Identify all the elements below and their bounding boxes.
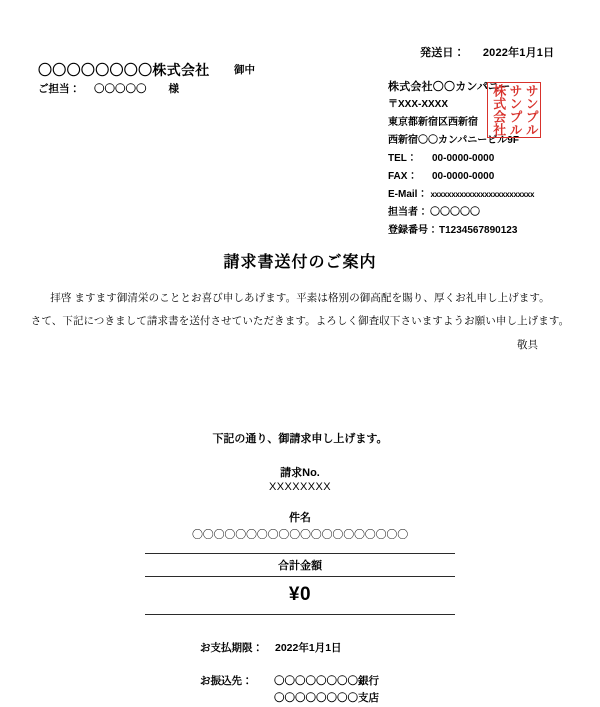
issue-date-value: 2022年1月1日 [482,47,555,59]
issue-date-label: 発送日： [420,47,465,59]
sender-tel [388,150,588,168]
payment-due-label: お支払期限： [200,642,263,654]
sender-fax-label: FAX： [388,171,418,182]
recipient-company-name: 〇〇〇〇〇〇〇〇株式会社 [38,62,210,78]
closing-salutation: 敬具 [517,339,538,351]
recipient-contact [38,81,179,96]
total-amount-section [145,553,455,615]
document-title: 請求書送付のご案内 [223,254,377,271]
sender-email-label: E-Mail： [388,189,428,200]
sender-email-value: xxxxxxxxxxxxxxxxxxxxxxxxx [430,190,535,199]
sender-registration-label: 登録番号： [388,225,438,236]
sender-tel-label: TEL： [388,153,417,164]
subject-label: 件名 [289,512,311,524]
subject-value: 〇〇〇〇〇〇〇〇〇〇〇〇〇〇〇〇〇〇〇〇 [192,529,408,541]
greeting-paragraph-1: 拝啓 ますます御清栄のこととお喜び申しあげます。平素は格別の御高配を賜り、厚くお礼申し上げます。 [50,292,550,304]
recipient-contact-name: 〇〇〇〇〇 [94,83,147,95]
stamp-column-middle: サンプル [506,84,522,136]
bank-transfer-label: お振込先： [200,675,253,687]
sender-staff [388,204,588,222]
sender-address-line-1: 東京都新宿区西新宿 [388,117,478,128]
bank-transfer-info [200,673,379,707]
bank-name: 〇〇〇〇〇〇〇〇銀行 [274,675,379,687]
total-amount-value: ¥0 [288,584,312,605]
stamp-column-left: 株式会社 [490,84,506,136]
payment-due-date [200,640,342,655]
request-statement: 下記の通り、御請求申し上げます。 [212,433,388,445]
sender-company-name: 株式会社〇〇カンパニー [388,81,511,93]
total-rule-bottom [145,614,455,615]
recipient-contact-honorific: 様 [168,83,179,95]
sender-address-line-2: 西新宿〇〇カンパニービル9F [388,135,519,146]
sender-tel-value: 00-0000-0000 [432,153,495,164]
payment-due-value: 2022年1月1日 [275,642,342,654]
invoice-number-value: XXXXXXXX [269,481,331,493]
sender-staff-value: 〇〇〇〇〇 [430,207,480,218]
company-seal-stamp [487,82,541,138]
stamp-column-right: サンプル [522,84,538,136]
sender-fax [388,168,588,186]
sender-registration-number [388,222,588,240]
issue-date [420,44,580,60]
recipient-contact-label: ご担当： [38,83,80,95]
invoice-number-label: 請求No. [280,467,320,479]
sender-staff-label: 担当者： [388,207,428,218]
sender-postal-code: 〒XXX-XXXX [388,99,449,110]
sender-email [388,186,588,204]
sender-fax-value: 00-0000-0000 [432,171,495,182]
recipient-honorific: 御中 [234,64,255,76]
total-amount-label: 合計金額 [278,560,322,572]
greeting-paragraph-2: さて、下記につきまして請求書を送付させていただきます。よろしく御査収下さいますようお願い申し上げます。 [30,315,570,327]
bank-branch: 〇〇〇〇〇〇〇〇支店 [274,692,379,704]
sender-registration-value: T1234567890123 [439,225,518,236]
